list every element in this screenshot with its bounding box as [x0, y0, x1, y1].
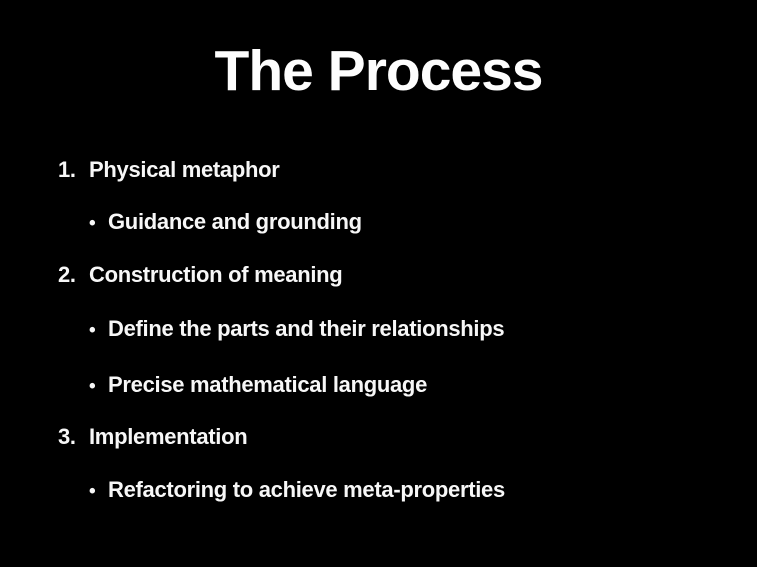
item-number: 3. — [58, 424, 76, 449]
item-text: Implementation — [89, 424, 248, 449]
bullet-icon: • — [89, 320, 96, 341]
list-subitem — [0, 209, 362, 235]
list-subitem — [0, 316, 504, 342]
item-number: 1. — [58, 157, 76, 182]
item-text: Guidance and grounding — [108, 209, 362, 234]
item-text: Define the parts and their relationships — [108, 316, 505, 341]
bullet-icon: • — [89, 213, 96, 234]
item-text: Physical metaphor — [89, 157, 280, 182]
list-item-1 — [0, 157, 280, 182]
item-text: Construction of meaning — [89, 262, 343, 287]
list-subitem — [0, 372, 427, 398]
bullet-icon: • — [89, 376, 96, 397]
list-item-2 — [0, 262, 342, 287]
item-text: Refactoring to achieve meta-properties — [108, 477, 505, 502]
bullet-icon: • — [89, 481, 96, 502]
slide-title: The Process — [214, 39, 543, 103]
item-number: 2. — [58, 262, 76, 287]
list-item-3 — [0, 424, 247, 449]
item-text: Precise mathematical language — [108, 372, 428, 397]
list-subitem — [0, 477, 505, 503]
